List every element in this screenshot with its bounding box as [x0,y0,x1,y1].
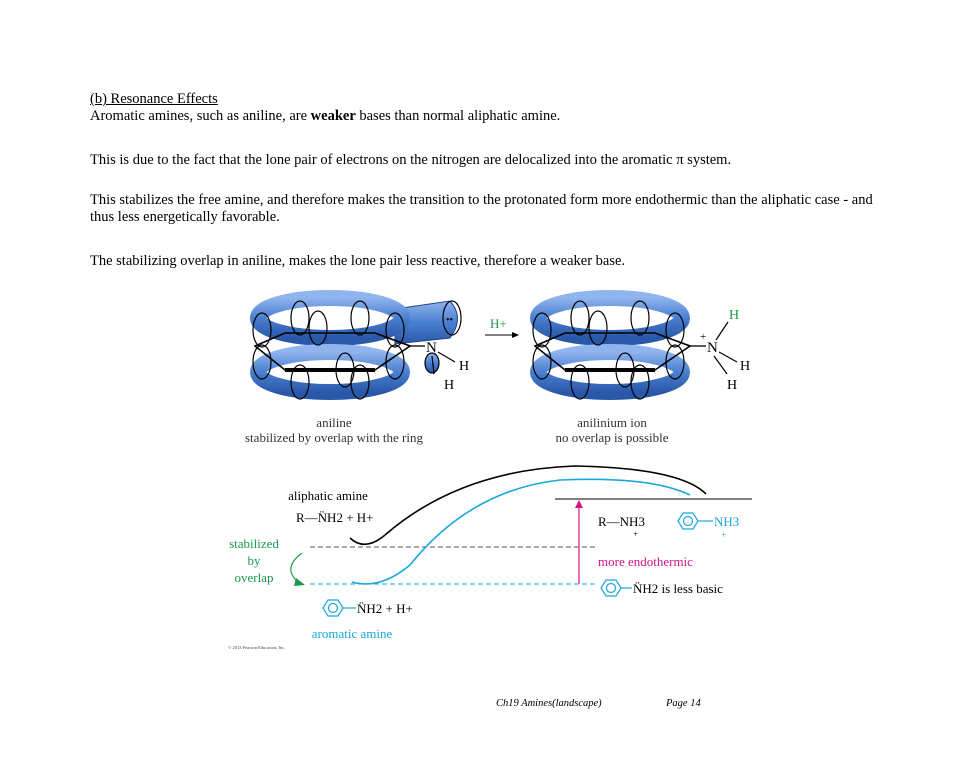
anilinium-plus: + [700,331,707,343]
protonated-aliphatic-plus: + [633,529,639,539]
paragraph-stabilizes: This stabilizes the free amine, and therefore makes the transition to the protonated form more endothermic than the aliphatic case - and thus less energetically favorable. [90,192,873,225]
aromatic-species: N̈H2 + H+ [357,601,413,616]
anilinium-upper-torus [538,298,682,338]
caption-no-overlap: no overlap is possible [555,430,669,445]
paragraph-delocalized: This is due to the fact that the lone pair of electrons on the nitrogen are delocalized into the aromatic π system. [90,152,732,168]
protonated-aliphatic: R—NH3 [598,514,645,529]
weaker-bold: weaker [310,108,356,124]
aniline-lone-pair: •• [446,315,454,326]
aniline-h1: H [459,359,470,374]
anilinium-h-new: H [729,308,740,323]
anilinium-h2: H [727,378,738,393]
by-label: by [247,553,261,568]
benzene-icon-1 [678,513,698,529]
footer-chapter: Ch19 Amines(landscape) [496,698,602,709]
protonated-aromatic: NH3 [714,514,740,529]
reaction-arrow-label: H+ [490,316,507,331]
para1-pre: Aromatic amines, such as aniline, are [90,108,311,124]
aliphatic-curve [350,466,706,544]
aniline-n: N [426,340,437,356]
para1-post: bases than normal aliphatic amine. [355,108,561,124]
paragraph-overlap: The stabilizing overlap in aniline, makes the lone pair less reactive, therefore a weaker base. [90,253,626,269]
aliphatic-species: R—N̈H2 + H+ [296,510,374,525]
caption-anilinium: anilinium ion [577,415,647,430]
caption-aniline: aniline [316,415,352,430]
footer-page: Page 14 [666,698,701,709]
section-heading: (b) Resonance Effects [90,91,218,107]
anilinium-n: N [707,340,718,356]
aromatic-amine-label: aromatic amine [311,626,393,641]
benzene-icon-3 [323,600,343,616]
copyright: © 2013 Pearson Education, Inc. [228,645,286,650]
endothermic-arrowhead [575,500,583,508]
aliphatic-amine-label: aliphatic amine [288,488,368,503]
anilinium-structure [533,298,750,399]
caption-aniline-stabilized: stabilized by overlap with the ring [245,430,423,445]
aniline-h2: H [444,378,455,393]
benzene-icon-2 [601,580,621,596]
more-endothermic-label: more endothermic [598,554,693,569]
anilinium-h1: H [740,359,751,374]
aniline-structure [253,298,469,399]
stabilized-label: stabilized [229,536,279,551]
overlap-label: overlap [234,570,274,585]
reaction-arrowhead [512,332,519,338]
less-basic-label: N̈H2 is less basic [633,581,723,596]
aniline-upper-torus [258,298,402,338]
protonated-aromatic-plus: + [721,530,727,540]
stabilized-arrow [291,553,302,582]
